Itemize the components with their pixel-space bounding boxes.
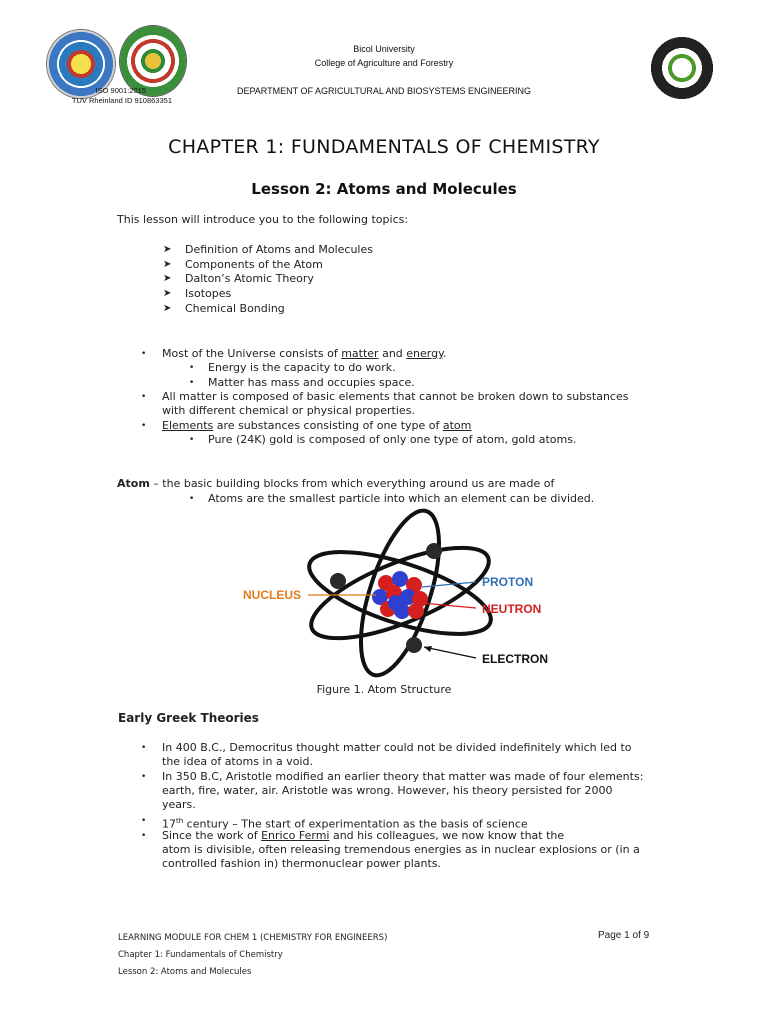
greek-fermi-l3: controlled fashion in) thermonuclear power plants.	[162, 857, 442, 870]
nucleus-cluster	[372, 571, 428, 619]
bullet-universe: Most of the Universe consists of matter and energy.	[162, 347, 447, 360]
greek-aristotle-l3: years.	[162, 798, 196, 811]
nucleus-label: NUCLEUS	[243, 588, 302, 602]
enrico-fermi-link: Enrico Fermi	[261, 829, 330, 842]
arrow-icon: ➤	[163, 258, 172, 270]
iso-label: ISO 9001:2015	[95, 86, 146, 95]
arrow-icon: ➤	[163, 288, 172, 300]
topic-list	[163, 243, 373, 317]
college-name: College of Agriculture and Forestry	[314, 58, 454, 68]
bullet-icon: •	[141, 831, 147, 841]
arrow-icon: ➤	[163, 244, 172, 255]
atom-link: atom	[442, 419, 472, 432]
atom-subpoint: Atoms are the smallest particle into which an element can be divided.	[208, 492, 595, 505]
matter-link: matter	[341, 347, 379, 360]
footer-chapter: Chapter 1: Fundamentals of Chemistry	[118, 950, 283, 960]
bullet-icon: •	[141, 392, 147, 402]
bullet-matter: Matter has mass and occupies space.	[208, 376, 415, 389]
greek-democritus-l1: In 400 B.C., Democritus thought matter could not be divided indefinitely which led to	[162, 741, 632, 754]
greek-17th-century: 17th century – The start of experimentation as the basis of science	[162, 817, 528, 831]
footer-lesson: Lesson 2: Atoms and Molecules	[118, 967, 252, 977]
atom-definition: Atom – the basic building blocks from which everything around us are made of	[117, 477, 555, 490]
bullet-icon: •	[141, 421, 147, 431]
footer-page: Page 1 of 9	[598, 930, 650, 941]
electron-label: ELECTRON	[482, 652, 548, 666]
elements-link: Elements	[162, 419, 214, 432]
bullet-icon: •	[141, 816, 147, 826]
greek-democritus-l2: the idea of atoms in a void.	[162, 755, 313, 768]
figure-caption: Figure 1. Atom Structure	[316, 683, 452, 696]
bullet-icon: •	[189, 363, 195, 373]
greek-fermi-l1: Since the work of Enrico Fermi and his colleagues, we now know that the	[162, 829, 565, 842]
bullet-icon: •	[189, 494, 195, 504]
topic-item: ➤ Isotopes	[163, 287, 232, 301]
chapter-title: CHAPTER 1: FUNDAMENTALS OF CHEMISTRY	[168, 136, 600, 158]
energy-link: energy	[406, 347, 444, 360]
section-heading: Early Greek Theories	[118, 711, 259, 725]
bullet-icon: •	[189, 378, 195, 388]
bullet-icon: •	[141, 349, 147, 359]
bullet-gold: Pure (24K) gold is composed of only one type of atom, gold atoms.	[208, 433, 577, 446]
university-name: Bicol University	[353, 44, 415, 54]
topic-item: ➤ Definition of Atoms and Molecules	[163, 243, 373, 256]
lesson-title: Lesson 2: Atoms and Molecules	[251, 180, 517, 198]
bullet-icon: •	[141, 743, 147, 753]
bullet-icon: •	[189, 435, 195, 445]
bullet-elements-line1: All matter is composed of basic elements that cannot be broken down to substances	[162, 390, 629, 403]
arrow-icon: ➤	[163, 302, 172, 314]
department-name: DEPARTMENT OF AGRICULTURAL AND BIOSYSTEMS ENGINEERING	[236, 86, 532, 96]
atom-term: Atom	[117, 477, 150, 490]
topic-item: ➤ Components of the Atom	[163, 257, 323, 271]
topic-item: ➤ Dalton’s Atomic Theory	[163, 272, 314, 286]
intro-text: This lesson will introduce you to the following topics:	[117, 213, 409, 226]
neutron-label: NEUTRON	[482, 602, 542, 616]
bullet-energy: Energy is the capacity to do work.	[208, 361, 396, 374]
bullet-elements-line2: with different chemical or physical properties.	[162, 404, 415, 417]
greek-aristotle-l2: earth, fire, water, air. Aristotle was wrong. However, his theory persisted for 2000	[162, 784, 613, 797]
greek-aristotle-l1: In 350 B.C, Aristotle modified an earlier theory that matter was made of four elements:	[162, 770, 644, 783]
bullet-elements-def: Elements are substances consisting of one type of atom	[162, 419, 472, 432]
greek-fermi-l2: atom is divisible, often releasing tremendous energies as in nuclear explosions or (in a	[162, 843, 640, 856]
arrow-icon: ➤	[163, 273, 172, 285]
proton-label: PROTON	[482, 575, 534, 589]
tuv-label: TUV Rheinland ID 910863351	[71, 96, 172, 105]
bullet-icon: •	[141, 772, 147, 782]
footer-module: LEARNING MODULE FOR CHEM 1 (CHEMISTRY FOR ENGINEERS)	[118, 933, 388, 943]
topic-item: ➤ Chemical Bonding	[163, 301, 285, 315]
